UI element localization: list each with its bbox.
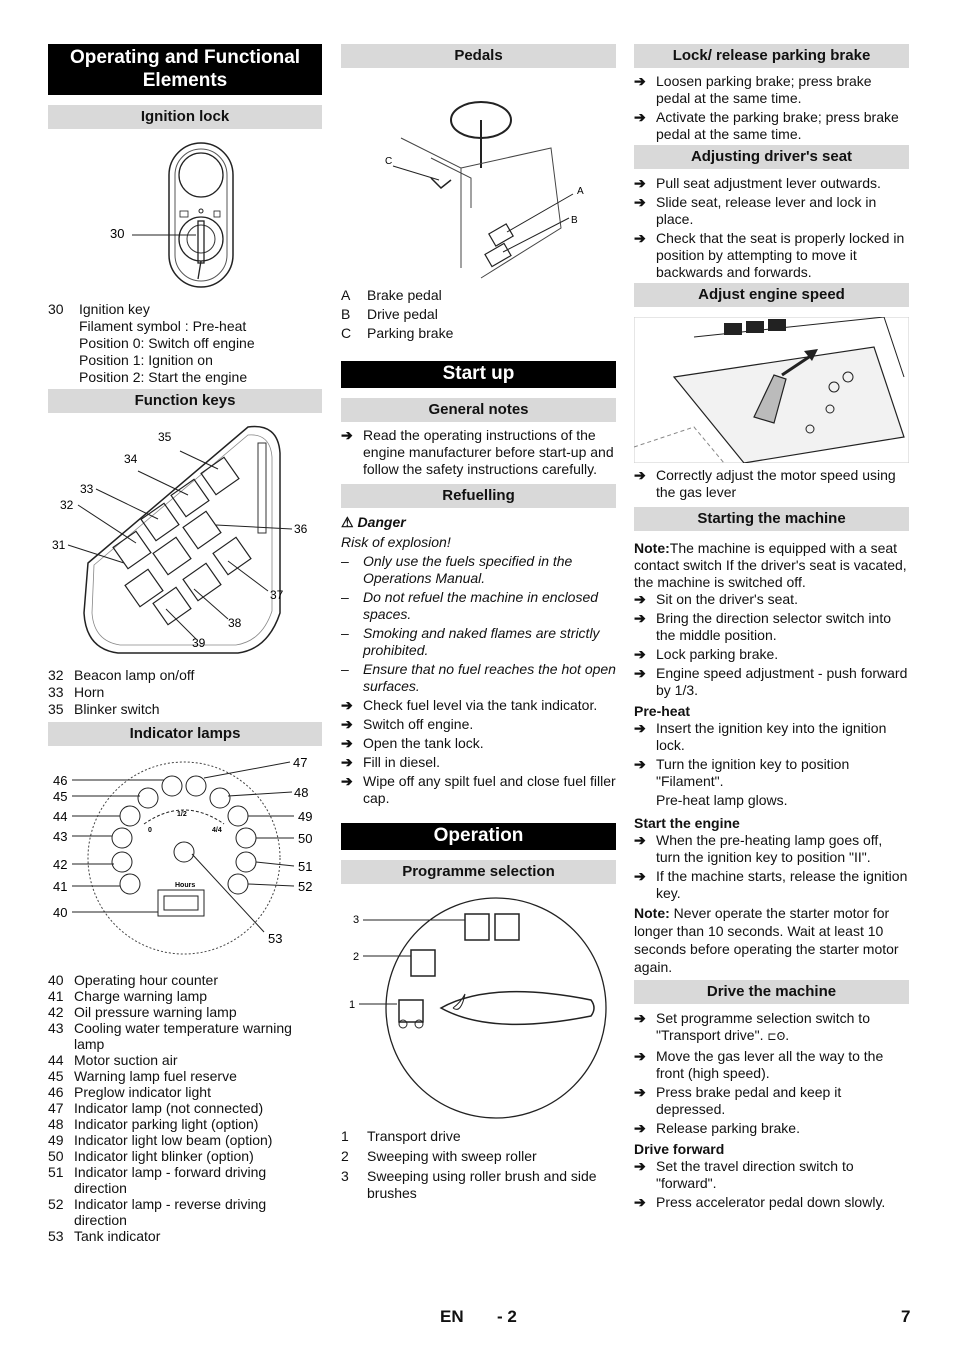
- legend-line: Position 1: Ignition on: [79, 352, 213, 368]
- callout-3: 3: [353, 914, 360, 926]
- callout-40: 40: [53, 905, 68, 920]
- heading-engine-speed: Adjust engine speed: [634, 283, 909, 307]
- callout-a: A: [577, 186, 584, 197]
- legend-line: Ignition key: [79, 301, 150, 317]
- legend-item: 51 Indicator lamp - forward driving direction: [48, 1164, 267, 1196]
- list-item: ➔ Pull seat adjustment lever outwards.: [634, 175, 881, 191]
- list-item: ➔ Insert the ignition key into the ignition lock.: [634, 720, 887, 753]
- callout-1: 1: [349, 999, 356, 1011]
- section-title-operation: Operation: [341, 823, 616, 850]
- speed-list: [634, 467, 909, 501]
- footer-page-number: 7: [901, 1307, 911, 1326]
- callout-53: 53: [268, 931, 283, 946]
- callout-38: 38: [228, 616, 242, 630]
- legend-item: 2 Sweeping with sweep roller: [341, 1148, 537, 1164]
- list-item: ➔ Set programme selection switch to "Transport drive". ⊏Ꙩ.: [634, 1010, 870, 1043]
- list-item: ➔ When the pre-heating lamp goes off, turn the ignition key to position "II".: [634, 832, 883, 865]
- indicator-lamps-figure: [48, 746, 322, 974]
- list-item: ➔ Read the operating instructions of the engine manufacturer before start-up and follow the safety instructions carefully.: [341, 427, 614, 477]
- legend-item: 43 Cooling water temperature warning lamp: [48, 1020, 292, 1052]
- legend-item: 52 Indicator lamp - reverse driving direction: [48, 1196, 267, 1228]
- heading-ignition-lock: Ignition lock: [48, 105, 322, 129]
- list-item: ➔ Slide seat, release lever and lock in place.: [634, 194, 877, 227]
- list-item: ➔ Press accelerator pedal down slowly.: [634, 1194, 886, 1210]
- seat-list: [634, 175, 909, 281]
- indicator-legend: [48, 972, 322, 1244]
- heading-programme-selection: Programme selection: [341, 860, 616, 884]
- legend-number: 30: [48, 301, 64, 317]
- legend-item: B Drive pedal: [341, 306, 438, 322]
- callout-49: 49: [298, 809, 313, 824]
- heading-function-keys: Function keys: [48, 389, 322, 413]
- danger-label: ⚠ Danger: [341, 514, 406, 530]
- list-item: ➔ Fill in diesel.: [341, 754, 441, 770]
- legend-item: 41 Charge warning lamp: [48, 988, 208, 1004]
- list-item: ➔ Turn the ignition key to position "Filament".: [634, 756, 850, 789]
- callout-42: 42: [53, 857, 68, 872]
- list-item: ➔ Release parking brake.: [634, 1120, 800, 1136]
- list-item: ➔ Activate the parking brake; press brake pedal at the same time.: [634, 109, 899, 142]
- footer-language: EN: [440, 1307, 464, 1326]
- callout-44: 44: [53, 809, 68, 824]
- legend-item: 32 Beacon lamp on/off: [48, 667, 195, 683]
- pedals-figure: [341, 68, 616, 286]
- list-item: ➔ Wipe off any spilt fuel and close fuel filler cap.: [341, 773, 616, 806]
- seat-contact-note: Note:The machine is equipped with a seat contact switch If the driver's seat is vacated, the machine is switched off.: [634, 540, 907, 590]
- callout-43: 43: [53, 829, 68, 844]
- heading-drive-forward: Drive forward: [634, 1141, 725, 1157]
- heading-parking-brake: Lock/ release parking brake: [634, 44, 909, 68]
- callout-41: 41: [53, 879, 68, 894]
- parking-list: [634, 73, 909, 143]
- danger-list: [341, 553, 616, 695]
- heading-pedals: Pedals: [341, 44, 616, 68]
- callout-52: 52: [298, 879, 313, 894]
- callout-48: 48: [294, 785, 309, 800]
- section-title-start-up: Start up: [341, 361, 616, 388]
- warning-triangle-icon: ⚠: [341, 514, 354, 530]
- callout-32: 32: [60, 498, 74, 512]
- heading-pre-heat: Pre-heat: [634, 703, 691, 719]
- callout-37: 37: [270, 588, 284, 602]
- programme-selector-figure: [341, 884, 616, 1128]
- refuel-steps: [341, 697, 616, 807]
- callout-b: B: [571, 215, 578, 226]
- gauge-half: 1/2: [177, 811, 187, 818]
- callout-2: 2: [353, 951, 360, 963]
- heading-refuelling: Refuelling: [341, 484, 616, 508]
- gauge-hours: Hours: [175, 882, 196, 889]
- section-title-operating-elements: Operating and Functional Elements: [48, 44, 322, 95]
- list-item: ➔ Lock parking brake.: [634, 646, 779, 662]
- callout-c: C: [385, 156, 393, 167]
- legend-line: Position 2: Start the engine: [79, 369, 248, 385]
- heading-indicator-lamps: Indicator lamps: [48, 722, 322, 746]
- list-item: ➔ Check fuel level via the tank indicator.: [341, 697, 598, 713]
- ignition-lock-figure: [48, 129, 322, 299]
- preheat-result: Pre-heat lamp glows.: [656, 792, 788, 808]
- legend-item: 45 Warning lamp fuel reserve: [48, 1068, 237, 1084]
- danger-risk: Risk of explosion!: [341, 534, 451, 550]
- callout-31: 31: [52, 538, 66, 552]
- function-keys-legend: [48, 667, 322, 718]
- list-item: ➔ Check that the seat is properly locked in position by attempting to move it backwards and forwards.: [634, 230, 905, 280]
- callout-30: 30: [110, 226, 125, 241]
- heading-general-notes: General notes: [341, 398, 616, 422]
- legend-item: 44 Motor suction air: [48, 1052, 178, 1068]
- list-item: ➔ Press brake pedal and keep it depressed.: [634, 1084, 842, 1117]
- legend-item: 46 Preglow indicator light: [48, 1084, 211, 1100]
- drive-list: [634, 1010, 909, 1137]
- gauge-zero: 0: [148, 827, 152, 834]
- legend-item: 53 Tank indicator: [48, 1228, 161, 1244]
- legend-item: 33 Horn: [48, 684, 105, 700]
- legend-item: C Parking brake: [341, 325, 454, 341]
- legend-item: 3 Sweeping using roller brush and side brushes: [341, 1168, 597, 1201]
- list-item: ➔ Switch off engine.: [341, 716, 474, 732]
- legend-item: 42 Oil pressure warning lamp: [48, 1004, 237, 1020]
- column-3: [634, 44, 909, 1213]
- callout-35: 35: [158, 430, 172, 444]
- list-item: ➔ Move the gas lever all the way to the front (high speed).: [634, 1048, 884, 1081]
- general-notes-list: [341, 427, 616, 478]
- column-2: [341, 44, 616, 1202]
- list-item: ➔ If the machine starts, release the ignition key.: [634, 868, 908, 901]
- callout-33: 33: [80, 482, 94, 496]
- callout-36: 36: [294, 522, 308, 536]
- starter-note: Note: Never operate the starter motor for longer than 10 seconds. Wait at least 10 seconds before operating the starter motor again.: [634, 905, 899, 975]
- legend-line: Position 0: Switch off engine: [79, 335, 255, 351]
- transport-drive-icon: ⊏Ꙩ: [767, 1031, 786, 1043]
- legend-item: 1 Transport drive: [341, 1128, 461, 1144]
- pedals-legend: [341, 286, 616, 343]
- list-item: ➔ Loosen parking brake; press brake pedal at the same time.: [634, 73, 872, 106]
- heading-drive-machine: Drive the machine: [634, 980, 909, 1004]
- legend-item: 47 Indicator lamp (not connected): [48, 1100, 264, 1116]
- list-item: – Smoking and naked flames are strictly prohibited.: [341, 625, 600, 658]
- legend-item: 50 Indicator light blinker (option): [48, 1148, 254, 1164]
- callout-51: 51: [298, 859, 313, 874]
- list-item: ➔ Open the tank lock.: [341, 735, 484, 751]
- callout-50: 50: [298, 831, 313, 846]
- callout-34: 34: [124, 452, 138, 466]
- legend-item: 40 Operating hour counter: [48, 972, 218, 988]
- callout-45: 45: [53, 789, 68, 804]
- list-item: ➔ Sit on the driver's seat.: [634, 591, 798, 607]
- preheat-list: [634, 720, 909, 790]
- list-item: – Ensure that no fuel reaches the hot open surfaces.: [341, 661, 616, 694]
- legend-item: 49 Indicator light low beam (option): [48, 1132, 273, 1148]
- gas-lever-figure: [634, 317, 909, 467]
- legend-item: 48 Indicator parking light (option): [48, 1116, 259, 1132]
- starting-list: [634, 591, 909, 699]
- legend-item: 35 Blinker switch: [48, 701, 160, 717]
- gauge-full: 4/4: [212, 827, 222, 834]
- programme-legend: [341, 1128, 616, 1202]
- list-item: – Do not refuel the machine in enclosed spaces.: [341, 589, 599, 622]
- list-item: ➔ Set the travel direction switch to "forward".: [634, 1158, 854, 1191]
- callout-39: 39: [192, 636, 206, 650]
- list-item: ➔ Bring the direction selector switch into the middle position.: [634, 610, 891, 643]
- drive-forward-list: [634, 1158, 909, 1211]
- legend-line: Filament symbol : Pre-heat: [79, 318, 247, 334]
- list-item: ➔ Correctly adjust the motor speed using the gas lever: [634, 467, 896, 500]
- function-keys-figure: [48, 413, 322, 669]
- start-engine-list: [634, 832, 909, 902]
- heading-starting-machine: Starting the machine: [634, 507, 909, 531]
- callout-46: 46: [53, 773, 68, 788]
- ignition-legend: [48, 301, 322, 386]
- list-item: – Only use the fuels specified in the Operations Manual.: [341, 553, 573, 586]
- column-1: [48, 44, 322, 1244]
- heading-start-engine: Start the engine: [634, 815, 740, 831]
- callout-47: 47: [293, 755, 308, 770]
- legend-item: A Brake pedal: [341, 287, 442, 303]
- footer-subpage: - 2: [497, 1307, 517, 1326]
- list-item: ➔ Engine speed adjustment - push forward by 1/3.: [634, 665, 908, 698]
- heading-drivers-seat: Adjusting driver's seat: [634, 145, 909, 169]
